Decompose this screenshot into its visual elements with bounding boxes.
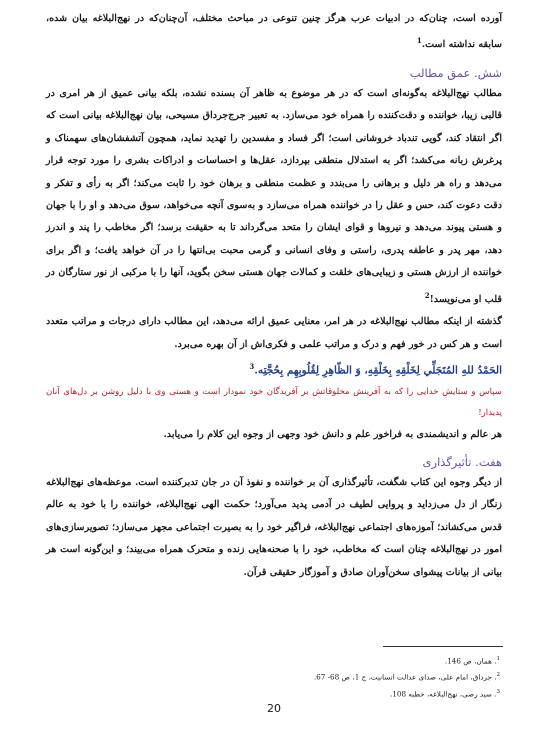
- main-content: [46, 8, 502, 584]
- influence-paragraph: از دیگر وجوه این کتاب شگفت، تأثیرگذاری آن بر خواننده و نفوذ آن در جان تدبرکننده است. موعظه‌های نهج‌البلاغه زنگار از دل می‌زداید و پروایی لطیف در آدمی پدید می‌آورد؛ حکمت الهی نهج‌البلاغه، خواننده را با خود به عالم قدس می‌کشاند؛ آموزه‌های اجتماعی نهج‌البلاغه، فراگیر خود را به بصیرت اجتماعی مجهز می‌سازد؛ تصویرسازی‌های امور در نهج‌البلاغه چنان است که مخاطب، خود را با صحنه‌هایی زنده و متحرک همراه می‌بیند؛ و این‌گونه است هر بیانی از بیانات پیشوای سخن‌آوران صادق و آموزگار حقیقی قرآن.: [46, 476, 502, 578]
- footnote-number: 2: [496, 672, 500, 679]
- depth-paragraph-1-text: مطالب نهج‌البلاغه به‌گونه‌ای است که در هر موضوع به ظاهر آن بسنده نشده، بلکه بیانی عمیق از هر امری در قالبی زیبا، خواننده و دقت‌کننده را همراه خود می‌سازد. به تعبیر جرج‌جرداق مسیحی، بیان نهج‌البلاغه بیانی است که اگر انتقاد کند، گویی تندباد خروشانی است؛ اگر فساد و مفسدین را تهدید نماید، همچون آتشفشان‌های سهمناک و پرغرش زبانه می‌کشد؛ اگر به استدلال منطقی بپردازد، عقل‌ها و احساسات و ادراکات بشری را مورد توجه قرار می‌دهد و راه هر دلیل و برهانی را می‌بندد و عظمت منطقی و برهان خود را ثابت می‌کند؛ اگر به رأی و تفکر و دقت دعوت کند، حس و عقل را در خواننده همراه می‌سازد و به‌سوی آنچه می‌خواهد، سوق می‌دهد و او را با جهان و هستی پیوند می‌دهد و نیروها و قوای ایشان را متحد می‌گرداند تا به حقیقت برسد؛ اگر مخاطب را پند و اندرز دهد، مهر پدر و عاطفه پدری، راستی و وفای انسانی و گرمی محبت بی‌انتها را در آن خواهد یافت؛ و اگر برای خواننده از ارزش هستی و زیبایی‌های خلقت و کمالات جهان هستی سخن بگوید، آنها را با مرکبی از نور ستارگان در قلب او می‌نویسد!: [46, 88, 502, 305]
- arabic-quote: [46, 356, 502, 382]
- footnote-1: [180, 652, 500, 668]
- footnote-ref-1: 1: [416, 36, 422, 46]
- footnote-text: . سید رضی، نهج‌البلاغه، خطبه 108.: [390, 689, 497, 699]
- depth-paragraph-2: گذشته از اینکه مطالب نهج‌البلاغه در هر امر، معنایی عمیق ارائه می‌دهد، این مطالب دارای درجات و مراتب متعدد است و هر کس در خور فهم و درک و مراتب علمی و فکری‌اش از آن بهره می‌برد.: [46, 316, 502, 350]
- quote-translation: سپاس و ستایش خدایی را که به آفرینش مخلوقاتش بر آفریدگان خود نمودار است و هستی وی با دلیل روشن بر دل‌های آنان پدیدار!: [46, 386, 502, 418]
- intro-paragraph: [46, 8, 502, 57]
- footnote-number: 1: [496, 656, 500, 662]
- intro-text: آورده است، چنان‌که در ادبیات عرب هرگز چنین تنوعی در مباحث مختلف، آن‌چنان‌که در نهج‌البلاغه بیان شده، سابقه نداشته است.: [46, 13, 502, 51]
- footnote-number: 3: [496, 688, 500, 695]
- arabic-quote-text: الحَمْدُ للهِ المُتَجَلِّي لِخَلْقِهِ بِخَلْقِهِ، وَ الظّاهِرِ لِقُلُوبِهِم بِحُجَّتِه.: [254, 364, 502, 377]
- section-heading-influence: هفت. تأثیرگذاری: [422, 454, 502, 469]
- footnote-2: [180, 668, 500, 684]
- section-heading-depth: شش. عمق مطالب: [409, 66, 502, 80]
- footnote-divider: [383, 646, 503, 647]
- depth-paragraph-1: [46, 83, 502, 311]
- footnote-3: [180, 685, 500, 701]
- footnote-ref-3: 3: [249, 362, 255, 372]
- footnote-text: . جرداق، امام علی، صدای عدالت انسانیت، ج 1، ص 68- 67.: [313, 672, 497, 682]
- depth-paragraph-3: هر عالم و اندیشمندی به فراخور علم و دانش خود وجهی از وجوه این کلام را می‌یابد.: [163, 428, 502, 440]
- page-number: 20: [267, 702, 281, 715]
- footnote-ref-2: 2: [424, 290, 430, 300]
- footnotes: [180, 652, 500, 701]
- footnote-text: . همان، ص 146.: [444, 656, 497, 666]
